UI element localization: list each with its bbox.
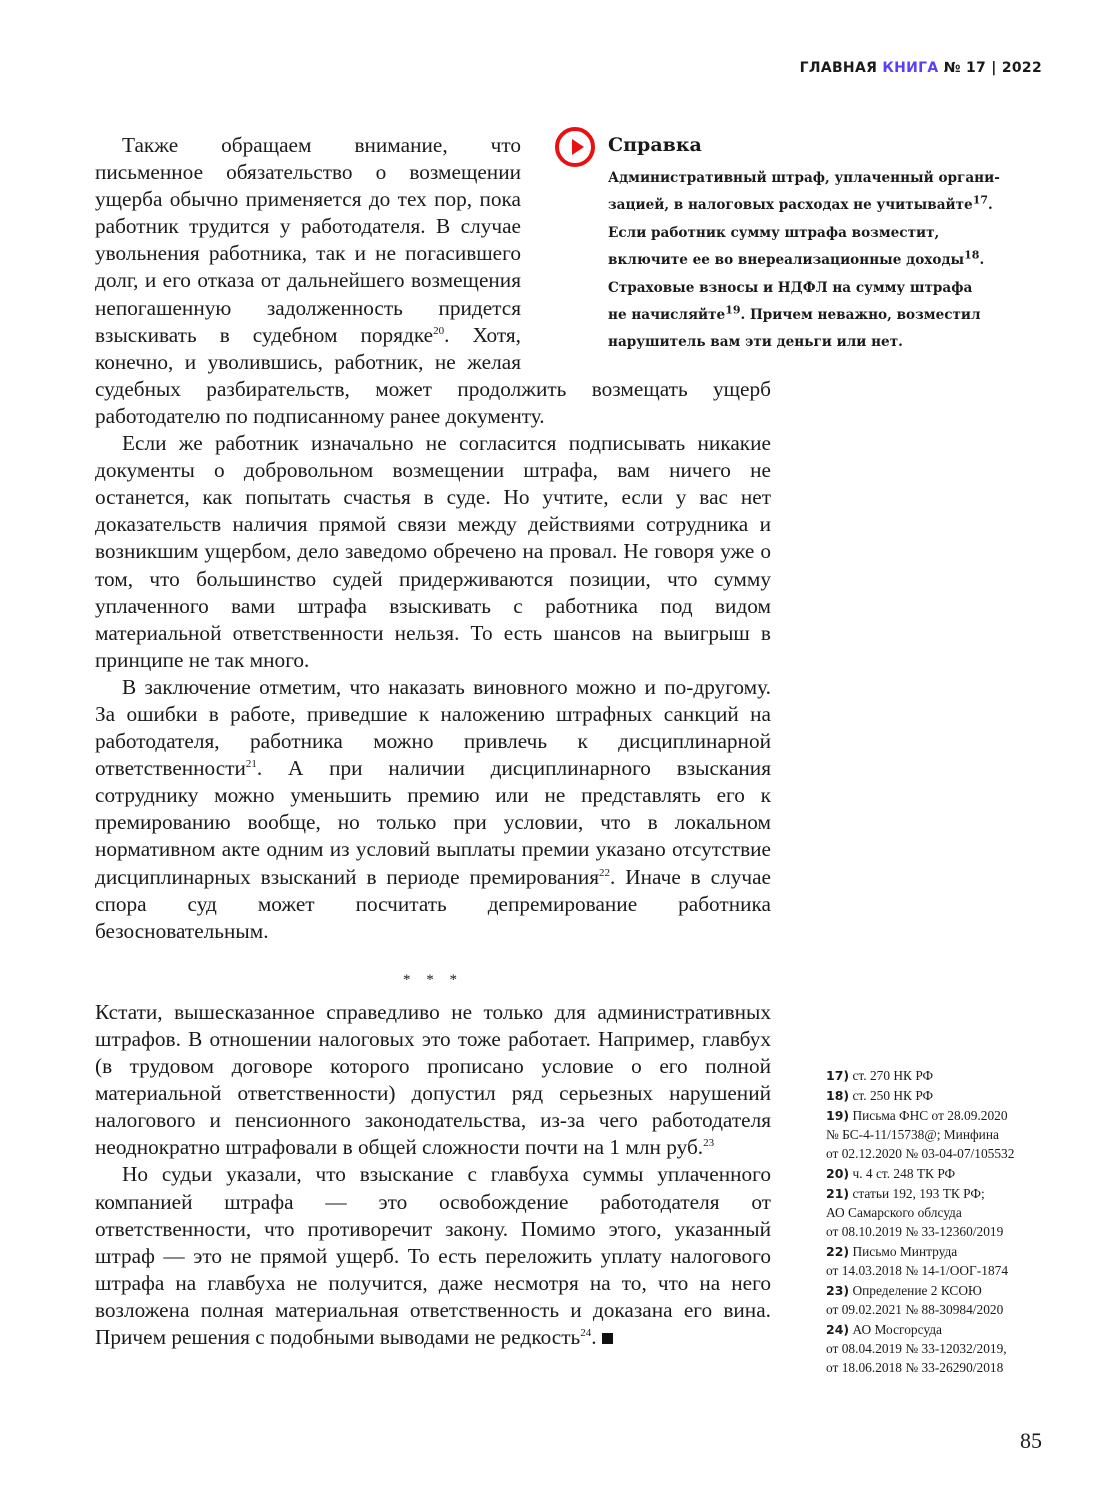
footnote-ref[interactable]: 22 <box>599 866 611 879</box>
footnote-ref[interactable]: 23 <box>703 1137 715 1150</box>
paragraph: Если же работник изначально не согласится подписывать никакие документы о добровольном возмещении штрафа, вам ничего не останется, как попытать счастья в суде. Но учтите, если у вас нет доказательств наличия прямой связи между действиями сотрудника и возникшим ущербом, дело заведомо обречено на провал. Не говоря уже о том, что большинство судей придерживаются позиции, что сумму уплаченного вами штрафа взыскивать с работника под видом материальной ответственности нельзя. То есть шансов на выигрыш в принципе не так много. <box>95 431 771 672</box>
footnote: 20) ч. 4 ст. 248 ТК РФ <box>826 1166 956 1181</box>
paragraph: Кстати, вышесказанное справедливо не только для административных штрафов. В отношении налоговых это тоже работает. Например, главбух (в трудовом договоре которого прописано условие о его полной материальной ответственности) допустил ряд серьезных нарушений налогового и пенсионного законодательства, из-за чего работодателя неоднократно штрафовали в общей сложности почти на 1 млн руб.$^{23}$ <box>95 999 771 1160</box>
reference-line: зацией, в налоговых расходах не учитывайте$^{17}$. <box>608 193 993 214</box>
reference-line: Если работник сумму штрафа возместит, <box>608 224 940 241</box>
footnote: 24) АО Мосгорсуда от 08.04.2019 № 33-12032/2019, от 18.06.2018 № 33-26290/2018 <box>826 1322 1007 1375</box>
footnote: 21) статьи 192, 193 ТК РФ; АО Самарского облсуда от 08.10.2019 № 33-12360/2019 <box>826 1186 1004 1239</box>
paragraph: В заключение отметим, что наказать виновного можно и по-другому. За ошибки в работе, приведшие к наложению штрафных санкций на работодателя, работника можно привлечь к дисциплинарной ответственности$^{21}$. А при наличии дисциплинарного взыскания сотруднику можно уменьшить премию или не представлять его к премированию вообще, но только при условии, что в локальном нормативном акте одним из условий выплаты премии указано отсутствие дисциплинарных взысканий в периоде премирования$^{22}$. Иначе в случае спора суд может посчитать депремирование работника безосновательным. <box>95 674 771 943</box>
reference-line: Страховые взносы и НДФЛ на сумму штрафа <box>608 279 973 296</box>
end-of-article-icon <box>602 1333 613 1344</box>
footnote: 18) ст. 250 НК РФ <box>826 1088 934 1103</box>
paragraph: Также обращаем внимание, что письменное обязательство о возмещении ущерба обычно применяется до тех пор, пока работник трудится у работодателя. В случае увольнения работника, так и не погасившего долг, и его отказа от дальнейшего возмещения непогашенную задолженность придется взыскивать в судебном порядке$^{20}$. Хотя, конечно, и уволившись, работник, не желая судебных разбирательств, может продолжить возмещать ущерб работодателю по подписанному ранее документу. <box>95 133 771 428</box>
footnotes <box>826 1066 1056 1378</box>
reference-line: не начисляйте$^{19}$. Причем неважно, возместил <box>608 303 981 324</box>
reference-title: Справка <box>608 134 702 156</box>
footnote: 17) ст. 270 НК РФ <box>826 1068 934 1083</box>
reference-line: Административный штраф, уплаченный органи- <box>608 170 1000 186</box>
footnote: 23) Определение 2 КСОЮ от 09.02.2021 № 88-30984/2020 <box>826 1283 1004 1317</box>
footnote-ref[interactable]: 24 <box>580 1326 592 1339</box>
reference-line: включите ее во внереализационные доходы$^{18}$. <box>608 248 985 269</box>
reference-box-spacer <box>521 132 771 374</box>
footnote-ref[interactable]: 17 <box>972 193 989 207</box>
article-body <box>95 132 771 1351</box>
issue-number: № 17 | 2022 <box>938 60 1042 76</box>
page-number: 85 <box>1020 1428 1042 1453</box>
footnote-ref[interactable]: 20 <box>433 324 445 337</box>
section-separator: * * * <box>403 971 463 988</box>
footnote-ref[interactable]: 21 <box>245 758 257 771</box>
footnote: 22) Письмо Минтруда от 14.03.2018 № 14-1/ООГ-1874 <box>826 1244 1009 1278</box>
paragraph: Но судьи указали, что взыскание с главбуха суммы уплаченного компанией штрафа — это освобождение работодателя от ответственности, что противоречит закону. Помимо этого, указанный штраф — это не прямой ущерб. То есть переложить уплату налогового штрафа на главбуха не получится, даже несмотря на то, что на него возложена полная материальная ответственность и доказана его вина. Причем решения с подобными выводами не редкость$^{24}$. <box>95 1162 771 1350</box>
reference-line: нарушитель вам эти деньги или нет. <box>608 334 903 351</box>
footnote-ref[interactable]: 18 <box>964 248 980 262</box>
magazine-header <box>800 60 1042 76</box>
magazine-title: ГЛАВНАЯ <box>799 60 883 76</box>
magazine-title-accent: КНИГА <box>882 60 939 76</box>
footnote-ref[interactable]: 19 <box>725 303 741 317</box>
footnote: 19) Письма ФНС от 28.09.2020 № БС-4-11/15738@; Минфина от 02.12.2020 № 03-04-07/105532 <box>826 1108 1015 1161</box>
